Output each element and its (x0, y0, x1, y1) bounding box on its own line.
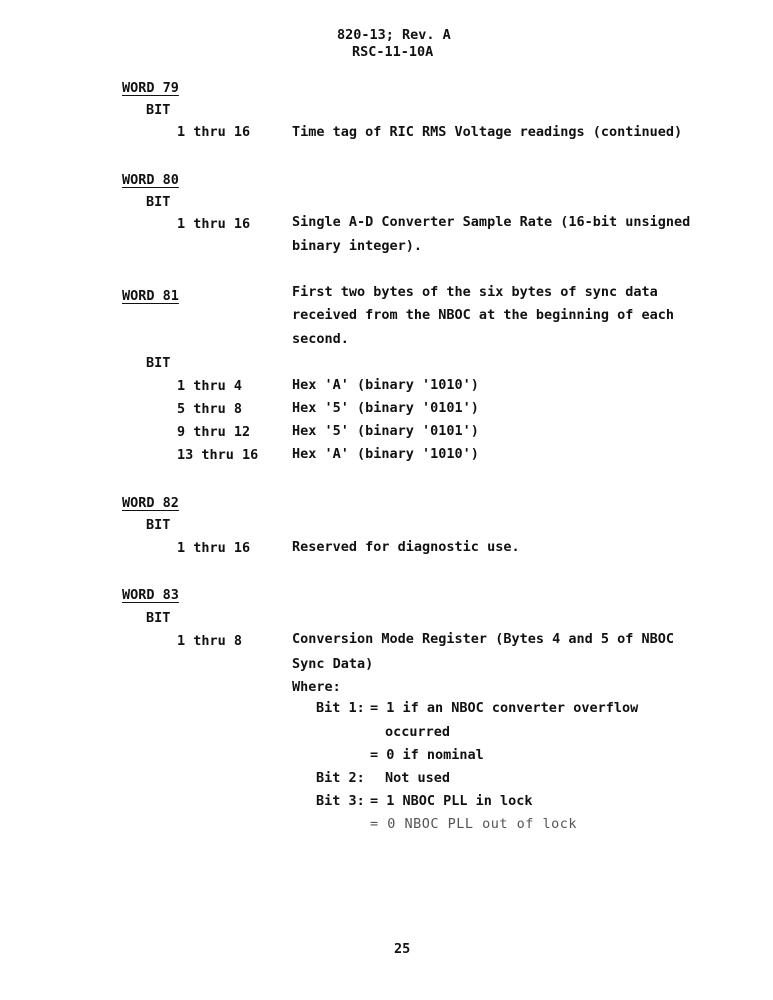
word-81-bit-range: 5 thru 8 (177, 401, 243, 417)
bit-3-label: Bit 3: (316, 793, 365, 809)
word-81-bit-range: 13 thru 16 (177, 447, 259, 463)
word-79-bit-range: 1 thru 16 (177, 124, 251, 140)
word-81-bit-label: BIT (146, 355, 171, 371)
word-81-bit-value: Hex 'A' (binary '1010') (292, 446, 479, 462)
word-80-bit-label: BIT (146, 194, 171, 210)
word-82-bit-range: 1 thru 16 (177, 540, 251, 556)
word-83-description: Conversion Mode Register (Bytes 4 and 5 of NBOC (292, 631, 675, 647)
word-81-heading: WORD 81 (122, 288, 179, 304)
word-82-heading: WORD 82 (122, 495, 179, 511)
word-81-bit-value: Hex '5' (binary '0101') (292, 423, 479, 439)
word-83-heading: WORD 83 (122, 587, 179, 603)
word-81-intro-line-2: received from the NBOC at the beginning of each (292, 307, 675, 323)
bit-2-label: Bit 2: (316, 770, 365, 786)
word-80-bit-range: 1 thru 16 (177, 216, 251, 232)
bit-1-value: = 1 if an NBOC converter overflow (370, 700, 639, 716)
word-81-bit-value: Hex '5' (binary '0101') (292, 400, 479, 416)
word-82-bit-label: BIT (146, 517, 171, 533)
bit-2-value: Not used (385, 770, 451, 786)
word-83-description-cont: Sync Data) (292, 656, 374, 672)
bit-1-label: Bit 1: (316, 700, 365, 716)
word-80-heading: WORD 80 (122, 172, 179, 188)
word-79-description: Time tag of RIC RMS Voltage readings (continued) (292, 124, 683, 140)
page-number: 25 (394, 941, 411, 957)
word-80-description-cont: binary integer). (292, 238, 423, 254)
word-81-bit-range: 9 thru 12 (177, 424, 251, 440)
word-81-intro-line-3: second. (292, 331, 349, 347)
word-83-where-label: Where: (292, 679, 341, 695)
word-83-bit-label: BIT (146, 610, 171, 626)
word-80-description: Single A-D Converter Sample Rate (16-bit unsigned (292, 214, 691, 230)
document-number: 820-13; Rev. A (337, 27, 451, 43)
word-83-bit-range: 1 thru 8 (177, 633, 243, 649)
word-82-description: Reserved for diagnostic use. (292, 539, 520, 555)
bit-1-value-alt: = 0 if nominal (370, 747, 484, 763)
word-81-intro-line-1: First two bytes of the six bytes of sync data (292, 284, 658, 300)
bit-3-value: = 1 NBOC PLL in lock (370, 793, 533, 809)
word-79-heading: WORD 79 (122, 80, 179, 96)
bit-1-value-cont: occurred (385, 724, 451, 740)
word-81-bit-value: Hex 'A' (binary '1010') (292, 377, 479, 393)
word-79-bit-label: BIT (146, 102, 171, 118)
bit-3-value-alt: = 0 NBOC PLL out of lock (370, 816, 578, 832)
word-81-bit-range: 1 thru 4 (177, 378, 243, 394)
document-id: RSC-11-10A (352, 44, 434, 60)
